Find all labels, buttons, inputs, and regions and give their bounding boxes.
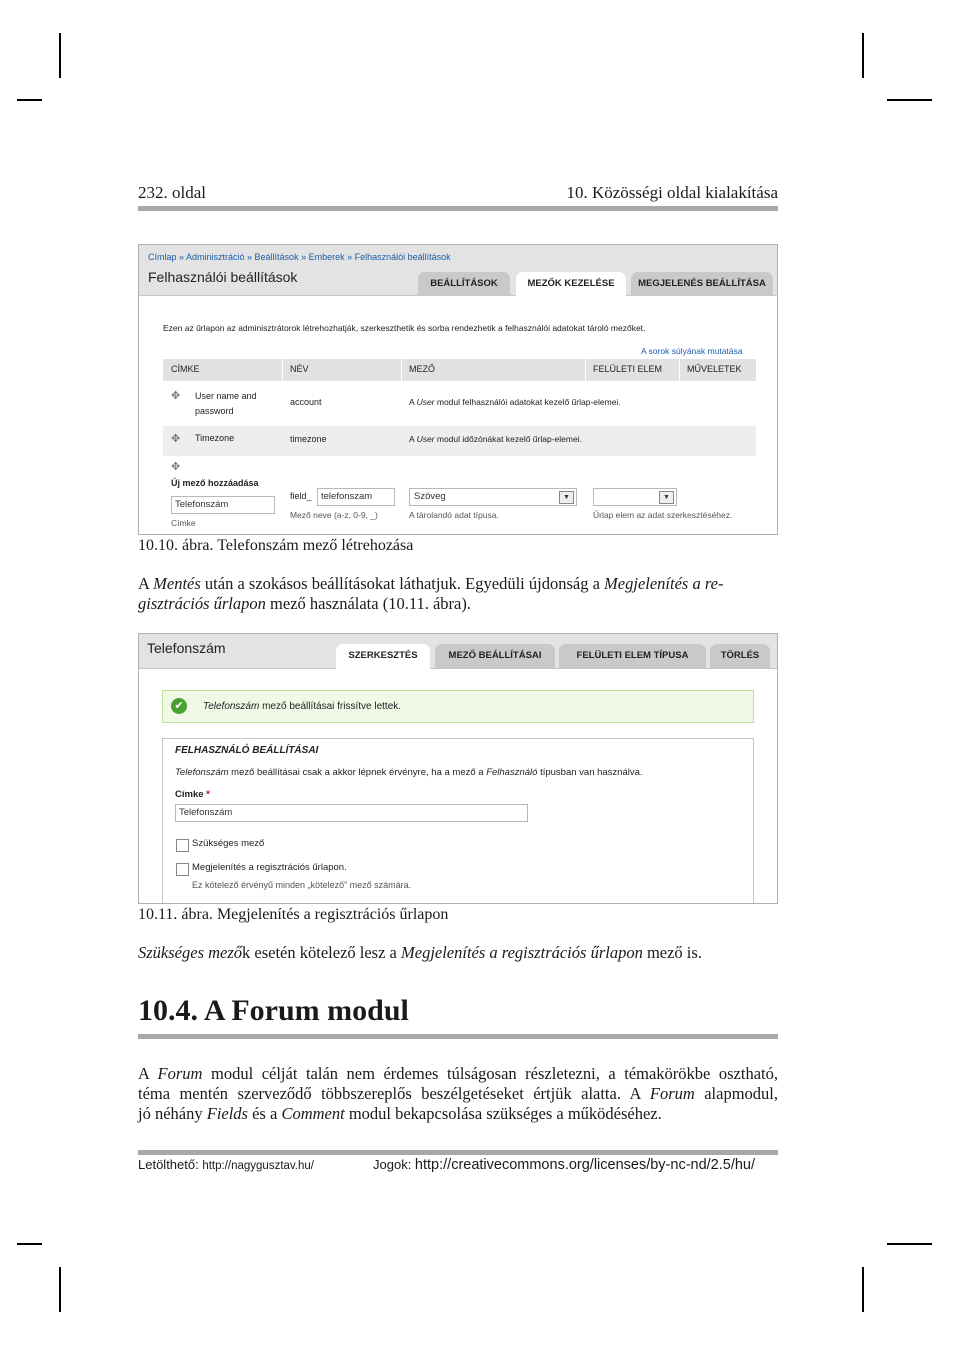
col-label: CÍMKE	[171, 364, 200, 374]
emphasis: Fields	[206, 1104, 248, 1123]
widget-caption: Űrlap elem az adat szerkesztéséhez.	[593, 510, 733, 520]
text: mező is.	[642, 943, 702, 962]
table-header	[163, 359, 756, 381]
field-name-input[interactable]: telefonszam	[317, 488, 395, 506]
tab-manage-fields[interactable]: MEZŐK KEZELÉSE	[516, 272, 626, 297]
text: mező beállításai csak a akkor lépnek érvényre, ha a mező a	[228, 767, 487, 778]
required-checkbox-label: Szükséges mező	[192, 838, 265, 849]
row-field	[409, 397, 621, 407]
field-type-value: Szöveg	[414, 491, 446, 502]
row-label	[195, 389, 257, 419]
emphasis: Forum	[157, 1064, 203, 1083]
show-row-weights-link[interactable]: A sorok súlyának mutatása	[641, 346, 743, 356]
row-field-text: modul felhasználói adatokat kezelő űrlap-elemei.	[434, 397, 621, 407]
emphasis: Telefonszám	[203, 701, 260, 712]
drag-handle-icon[interactable]: ✥	[171, 433, 181, 445]
row-label-line: password	[195, 406, 234, 416]
tab-field-settings[interactable]: MEZŐ BEÁLLÍTÁSAI	[435, 644, 555, 668]
tab-settings[interactable]: BEÁLLÍTÁSOK	[418, 272, 510, 296]
text: mező beállításai frissítve lettek.	[259, 701, 402, 712]
text: után a szokásos beállításokat láthatjuk. Egyedüli újdonság a	[200, 574, 605, 593]
page-title: Telefonszám	[147, 640, 226, 656]
text: és a	[247, 1104, 282, 1123]
drag-handle-icon[interactable]: ✥	[171, 390, 181, 402]
field-type-caption: A tárolandó adat típusa.	[409, 510, 499, 520]
paragraph	[138, 943, 778, 963]
register-form-help: Ez kötelező érvényű minden „kötelező” mező számára.	[192, 880, 412, 890]
label-field-title	[175, 789, 210, 800]
line	[138, 1104, 778, 1124]
text: típusban van használva.	[537, 767, 643, 778]
text: Címke	[175, 789, 204, 800]
check-icon: ✔	[171, 698, 187, 714]
row-field-em: User	[416, 434, 435, 444]
row-field-text: modul időzónákat kezelő űrlap-elemei.	[434, 434, 582, 444]
figure-field-settings	[138, 633, 778, 904]
crop-mark	[862, 1267, 864, 1312]
emphasis: Felhasználó	[486, 767, 538, 778]
text: modul bekapcsolása szükséges a működéséhez.	[344, 1104, 662, 1123]
row-name: timezone	[290, 434, 327, 444]
widget-select[interactable]	[593, 488, 677, 506]
crop-mark	[59, 33, 61, 78]
status-text	[203, 701, 401, 712]
row-name: account	[290, 397, 322, 407]
field-prefix: field_	[290, 491, 312, 501]
emphasis: Szükséges mező	[138, 943, 243, 962]
page-number: 232. oldal	[138, 183, 206, 202]
crop-mark	[862, 33, 864, 78]
status-message	[162, 690, 754, 723]
label-caption: Címke	[171, 518, 196, 528]
footer-label: Letölthető:	[138, 1157, 203, 1172]
drag-handle-icon[interactable]: ✥	[171, 461, 181, 473]
emphasis: Mentés	[153, 574, 201, 593]
intro-text: Ezen az űrlapon az adminisztrátorok létrehozhatják, szerkeszthetik és sorba rendezhetik a felhasználói adatokat tároló mezőket.	[163, 323, 646, 333]
row-field-em: User	[416, 397, 435, 407]
text: A	[138, 574, 154, 593]
register-form-checkbox[interactable]	[176, 863, 189, 876]
field-name-caption: Mező neve (a-z, 0-9, _)	[290, 510, 378, 520]
crop-mark	[17, 1243, 42, 1245]
field-type-select[interactable]	[409, 488, 577, 506]
label-input[interactable]: Telefonszám	[175, 804, 528, 822]
crop-mark	[887, 1243, 932, 1245]
tab-manage-display[interactable]: MEGJELENÉS BEÁLLÍTÁSA	[631, 272, 773, 296]
emphasis: Comment	[281, 1104, 345, 1123]
line	[138, 1084, 778, 1104]
text: k esetén kötelező lesz a	[242, 943, 401, 962]
figure-user-settings	[138, 244, 778, 535]
tab-delete[interactable]: TÖRLÉS	[710, 644, 770, 668]
download-link[interactable]: http://nagygusztav.hu/	[202, 1160, 314, 1172]
footer-download	[138, 1157, 314, 1172]
register-form-checkbox-label: Megjelenítés a regisztrációs űrlapon.	[192, 862, 347, 873]
col-widget: FELÜLETI ELEM	[593, 364, 663, 374]
fieldset-legend: FELHASZNÁLÓ BEÁLLÍTÁSAI	[175, 745, 319, 756]
required-checkbox[interactable]	[176, 839, 189, 852]
figure-caption: 10.10. ábra. Telefonszám mező létrehozása	[138, 537, 414, 554]
row-label: Timezone	[195, 433, 235, 443]
section-rule	[138, 1034, 778, 1039]
col-operations: MŰVELETEK	[687, 364, 742, 374]
column-divider	[585, 359, 586, 381]
figure-caption: 10.11. ábra. Megjelenítés a regisztrációs űrlapon	[138, 906, 449, 923]
line	[138, 1064, 778, 1084]
footer-rule	[138, 1150, 778, 1155]
column-divider	[679, 359, 680, 381]
new-field-heading: Új mező hozzáadása	[171, 478, 259, 488]
text: jó néhány	[138, 1104, 207, 1123]
fieldset-description	[175, 767, 643, 778]
header-rule	[138, 206, 778, 211]
crop-mark	[887, 99, 932, 101]
paragraph	[138, 574, 778, 614]
text: téma mentén szerveződő többszereplős beszélgetéseket értjük alatta. A	[138, 1084, 650, 1103]
tab-widget-type[interactable]: FELÜLETI ELEM TÍPUSA	[559, 644, 706, 668]
text: modul célját talán nem érdemes túlságosan részletezni, a témakörökbe osztható,	[202, 1064, 778, 1083]
column-divider	[401, 359, 402, 381]
chapter-title: 10. Közösségi oldal kialakítása	[566, 183, 778, 202]
column-divider	[282, 359, 283, 381]
crop-mark	[17, 99, 42, 101]
col-name: NÉV	[290, 364, 309, 374]
new-field-label-input[interactable]: Telefonszám	[171, 496, 275, 514]
row-field-text: A	[409, 397, 417, 407]
chevron-down-icon: ▼	[559, 491, 574, 504]
col-field: MEZŐ	[409, 364, 435, 374]
page-title: Felhasználói beállítások	[148, 269, 298, 285]
emphasis: Forum	[649, 1084, 695, 1103]
section-heading: 10.4. A Forum modul	[138, 994, 409, 1027]
footer-label: Jogok:	[373, 1157, 415, 1172]
emphasis: Megjelenítés a regisztrációs űrlapon	[401, 943, 643, 962]
footer-license	[373, 1157, 755, 1173]
emphasis: Telefonszám	[175, 767, 229, 778]
chevron-down-icon: ▼	[659, 491, 674, 504]
required-mark: *	[206, 789, 210, 800]
text: mező használata (10.11. ábra).	[265, 594, 471, 613]
paragraph	[138, 1064, 778, 1124]
row-field	[409, 434, 582, 444]
emphasis: gisztrációs űrlapon	[138, 594, 266, 613]
text: alapmodul,	[694, 1084, 778, 1103]
row-field-text: A	[409, 434, 417, 444]
tab-edit[interactable]: SZERKESZTÉS	[336, 644, 430, 669]
breadcrumb[interactable]: Címlap » Adminisztráció » Beállítások » Emberek » Felhasználói beállítások	[148, 252, 451, 262]
row-label-line: User name and	[195, 391, 257, 401]
emphasis: Megjelenítés a re-	[604, 574, 724, 593]
text: A	[138, 1064, 158, 1083]
crop-mark	[59, 1267, 61, 1312]
license-link[interactable]: http://creativecommons.org/licenses/by-nc-nd/2.5/hu/	[414, 1157, 756, 1173]
